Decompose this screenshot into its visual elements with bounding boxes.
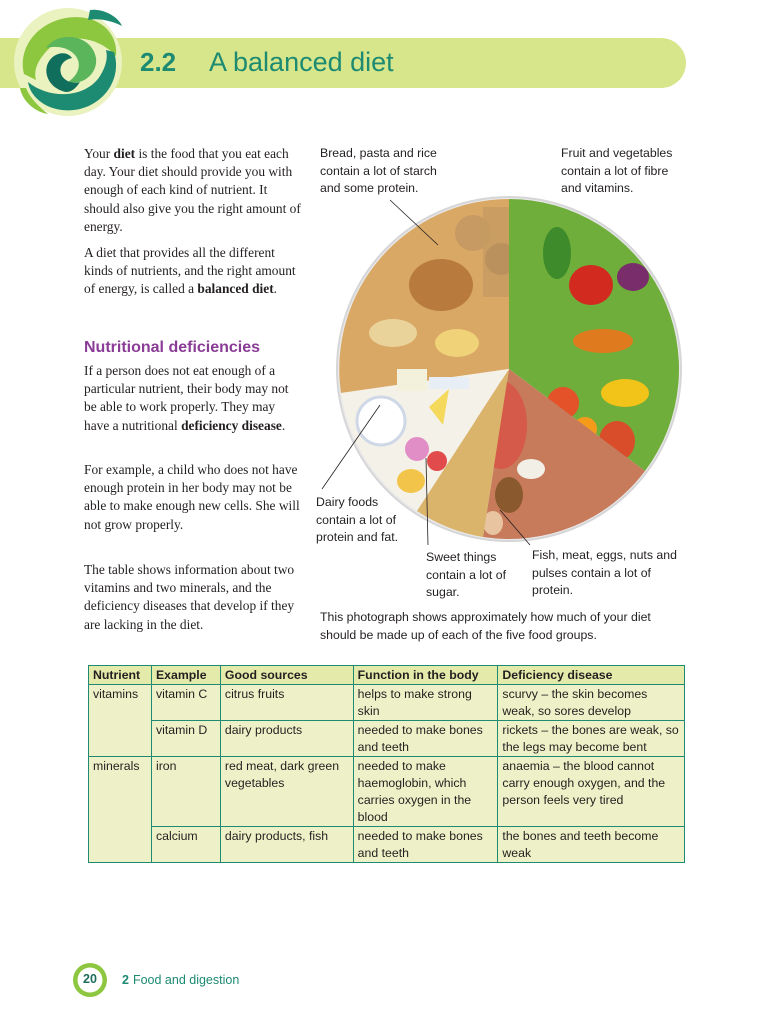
- term-deficiency-disease: deficiency disease: [181, 417, 282, 433]
- cell-sources: dairy products: [220, 721, 353, 757]
- deficiency-paragraph-1: [84, 362, 302, 435]
- body-text: If a person does not eat enough of a particular nutrient, their body may not be able to work properly. They may have a nutritional: [84, 363, 289, 433]
- food-plate-image: [333, 193, 685, 545]
- cell-nutrient: minerals: [89, 757, 152, 863]
- term-diet: diet: [113, 146, 136, 161]
- cell-sources: red meat, dark green vegetables: [220, 757, 353, 827]
- chapter-footer: [122, 973, 239, 987]
- chapter-number: 2: [122, 973, 129, 987]
- intro-paragraph-1: [84, 145, 302, 236]
- col-header-example: Example: [151, 666, 220, 685]
- figure-caption: This photograph shows approximately how much of your diet should be made up of each of the five food groups.: [320, 610, 651, 642]
- table-header-row: [89, 666, 685, 685]
- table-row: [89, 827, 685, 863]
- cell-disease: rickets – the bones are weak, so the legs may become bent: [498, 721, 685, 757]
- intro-text: A diet that provides all the different kinds of nutrients, and the right amount of energy, is called a: [84, 245, 296, 297]
- deficiency-paragraph-3: The table shows information about two vitamins and two minerals, and the deficiency diseases that develop if they are lacking in the diet.: [84, 562, 295, 632]
- intro-paragraph-2: [84, 244, 302, 299]
- section-number: 2.2: [140, 47, 177, 77]
- chapter-title: Food and digestion: [132, 973, 240, 987]
- cell-disease: anaemia – the blood cannot carry enough oxygen, and the person feels very tired: [498, 757, 685, 827]
- cell-function: needed to make bones and teeth: [353, 827, 498, 863]
- cell-function: needed to make bones and teeth: [353, 721, 498, 757]
- cell-disease: scurvy – the skin becomes weak, so sores develop: [498, 685, 685, 721]
- page-number: 20: [83, 972, 97, 986]
- col-header-deficiency-disease: Deficiency disease: [498, 666, 685, 685]
- cell-function: helps to make strong skin: [353, 685, 498, 721]
- label-bread-pasta-rice: Bread, pasta and rice contain a lot of starch and some protein.: [320, 146, 437, 195]
- cell-example: iron: [151, 757, 220, 827]
- cell-function: needed to make haemoglobin, which carries oxygen in the blood: [353, 757, 498, 827]
- intro-text: is the food that you eat each day. Your diet should provide you with enough of each kind of nutrient. It should also give you the right amount of energy.: [84, 146, 301, 234]
- col-header-nutrient: Nutrient: [89, 666, 152, 685]
- col-header-good-sources: Good sources: [220, 666, 353, 685]
- subheading-nutritional-deficiencies: Nutritional deficiencies: [84, 339, 261, 356]
- term-balanced-diet: balanced diet: [197, 281, 274, 297]
- page-title: A balanced diet: [209, 47, 394, 77]
- intro-text: Your: [84, 146, 114, 161]
- col-header-function: Function in the body: [353, 666, 498, 685]
- swirl-logo-icon: [6, 4, 136, 122]
- table-row: [89, 757, 685, 827]
- cell-example: calcium: [151, 827, 220, 863]
- label-fish-meat-eggs: Fish, meat, eggs, nuts and pulses contain a lot of protein.: [532, 548, 677, 597]
- nutrient-table: [88, 665, 685, 863]
- cell-nutrient: vitamins: [89, 685, 152, 757]
- cell-example: vitamin C: [151, 685, 220, 721]
- table-row: [89, 685, 685, 721]
- cell-disease: the bones and teeth become weak: [498, 827, 685, 863]
- table-row: [89, 721, 685, 757]
- label-fruit-vegetables: Fruit and vegetables contain a lot of fibre and vitamins.: [561, 146, 673, 195]
- label-sweet-things: Sweet things contain a lot of sugar.: [426, 550, 506, 599]
- cell-sources: dairy products, fish: [220, 827, 353, 863]
- cell-sources: citrus fruits: [220, 685, 353, 721]
- intro-text: .: [273, 281, 278, 297]
- body-text: .: [281, 417, 286, 433]
- label-dairy-foods: Dairy foods contain a lot of protein and fat.: [316, 495, 399, 544]
- deficiency-paragraph-2: For example, a child who does not have enough protein in her body may not be able to make enough new cells. She will not grow properly.: [84, 462, 300, 532]
- cell-example: vitamin D: [151, 721, 220, 757]
